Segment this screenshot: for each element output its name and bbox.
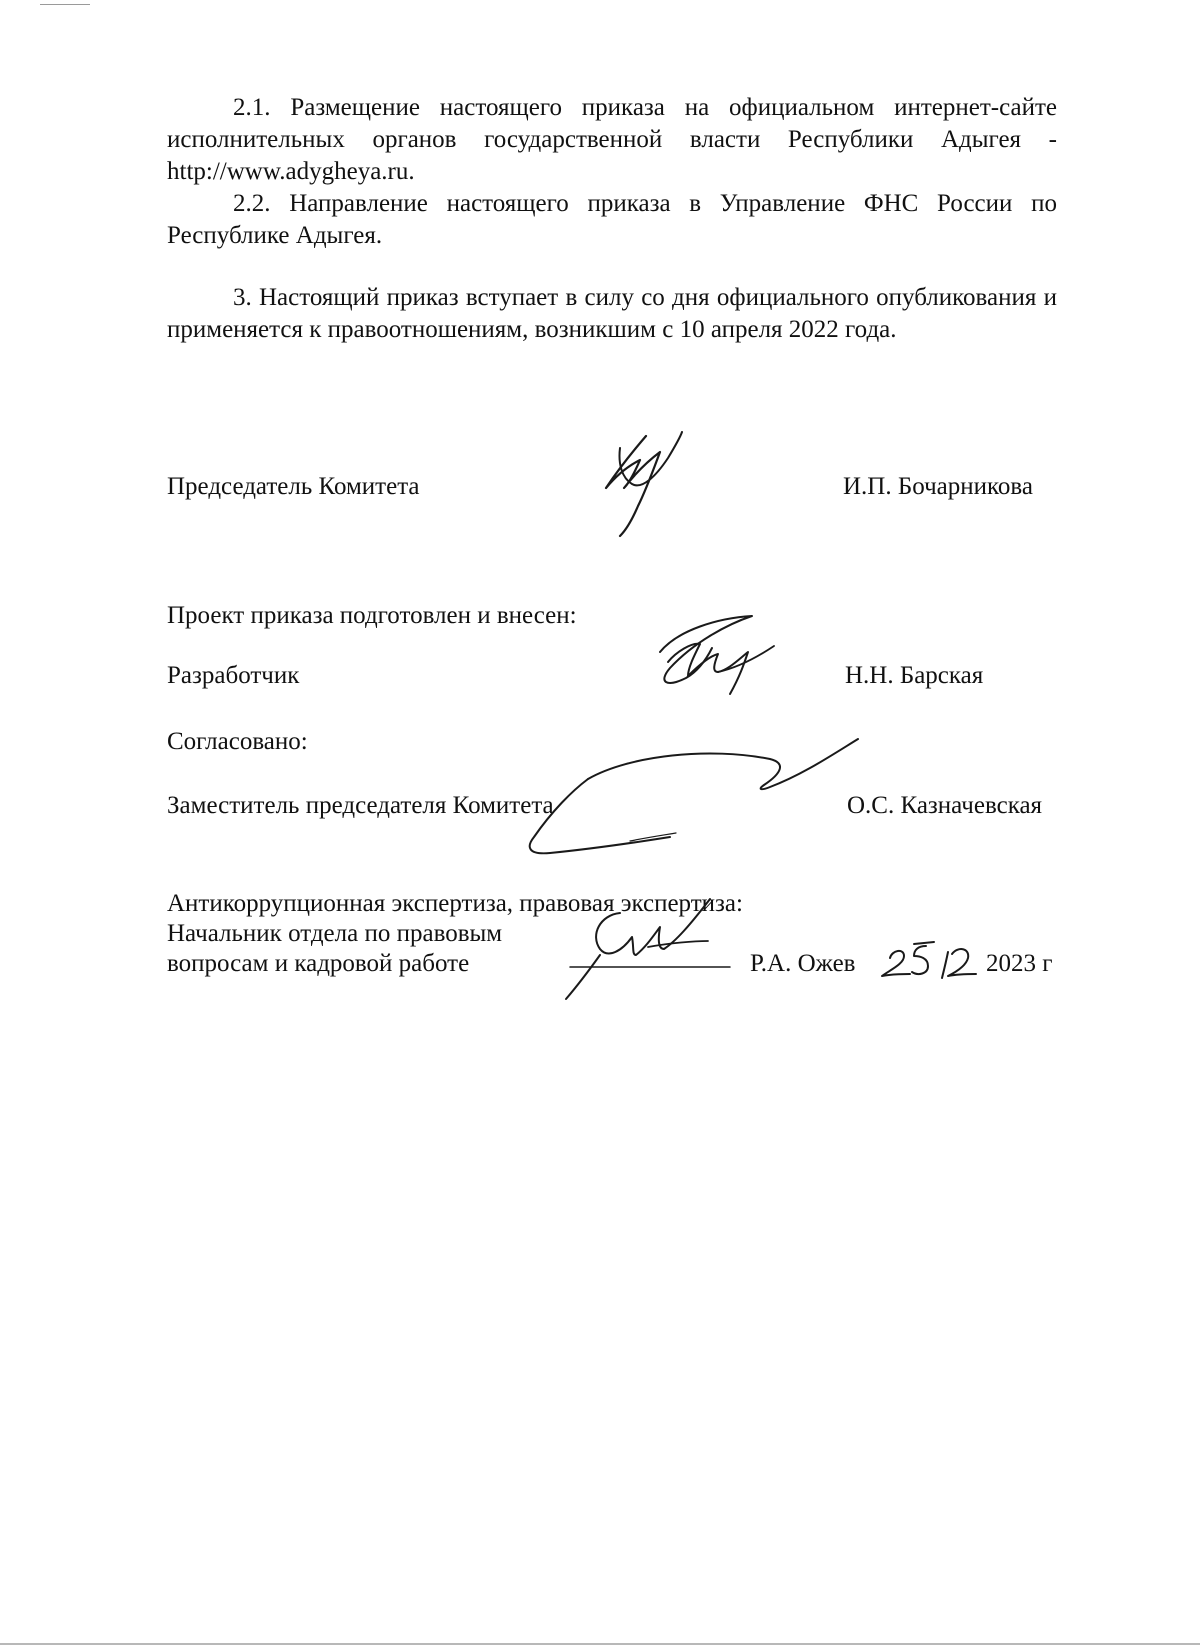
chairman-name: И.П. Бочарникова bbox=[843, 473, 1033, 500]
deputy-name: О.С. Казначевская bbox=[847, 792, 1043, 819]
scan-artifact-bottom bbox=[0, 1643, 1200, 1645]
head-title-line2: вопросам и кадровой работе bbox=[167, 950, 470, 977]
chairman-title: Председатель Комитета bbox=[167, 473, 420, 500]
deputy-signature bbox=[520, 733, 870, 893]
deputy-title: Заместитель председателя Комитета bbox=[167, 792, 554, 819]
developer-name: Н.Н. Барская bbox=[845, 662, 984, 689]
agreed-heading: Согласовано: bbox=[167, 728, 308, 755]
paragraph-3: 3. Настоящий приказ вступает в силу со дня официального опубликования и применяется к правоотношениям, возникшим с 10 апреля 2022 года. bbox=[167, 284, 1057, 343]
scan-artifact-top bbox=[40, 4, 90, 5]
paragraph-2-2: 2.2. Направление настоящего приказа в Управление ФНС России по Республике Адыгея. bbox=[167, 190, 1057, 249]
chairman-signature bbox=[598, 428, 698, 540]
expertise-heading: Антикоррупционная экспертиза, правовая экспертиза: bbox=[167, 890, 743, 917]
developer-signature bbox=[648, 612, 788, 708]
head-title-line1: Начальник отдела по правовым bbox=[167, 920, 503, 947]
head-signature bbox=[560, 895, 735, 1005]
developer-title: Разработчик bbox=[167, 662, 300, 689]
paragraph-2-1: 2.1. Размещение настоящего приказа на официальном интернет-сайте исполнительных органов государственной власти Республики Адыгея - http://www.adygheya.ru. bbox=[167, 94, 1057, 185]
head-name: Р.А. Ожев bbox=[750, 950, 856, 977]
head-date-year: 2023 г bbox=[986, 950, 1053, 977]
prepared-heading: Проект приказа подготовлен и внесен: bbox=[167, 602, 577, 629]
head-date-handwriting bbox=[878, 936, 986, 986]
